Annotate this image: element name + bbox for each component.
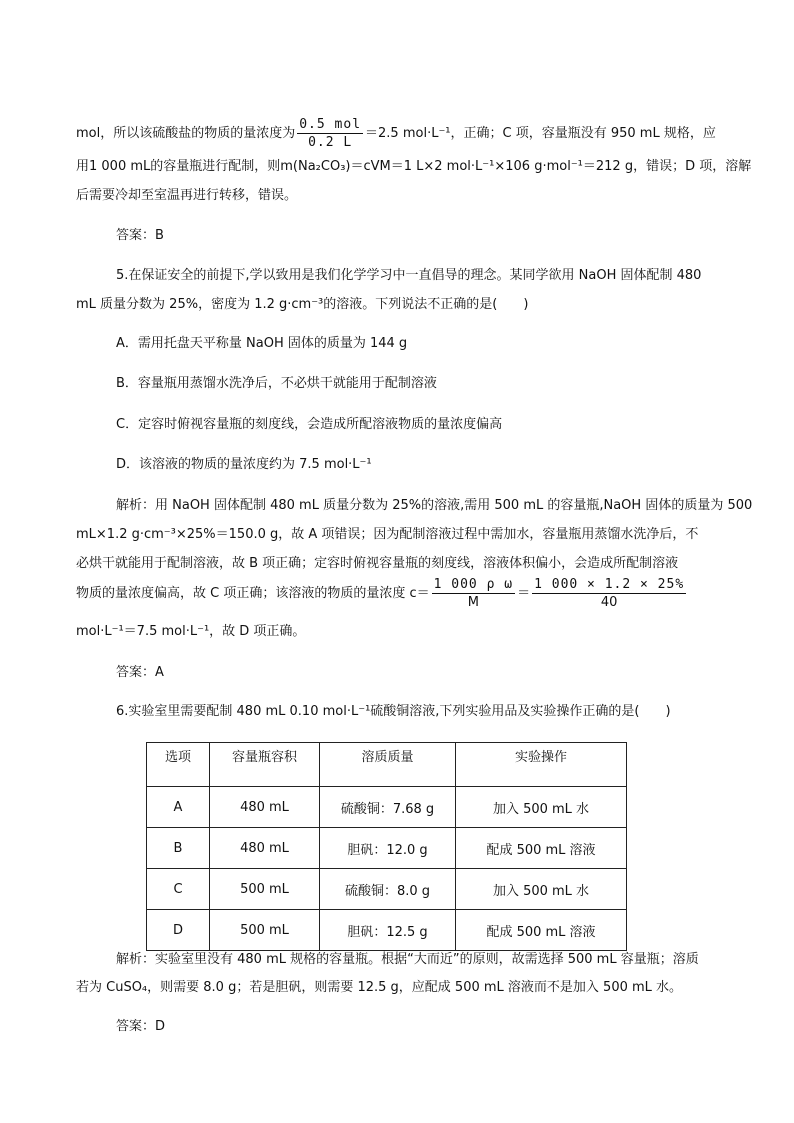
q5-option-b: B．容量瓶用蒸馏水洗净后，不必烘干就能用于配制溶液	[116, 376, 437, 391]
table-cell: 配成 500 mL 溶液	[456, 910, 627, 951]
table-cell: 加入 500 mL 水	[456, 787, 627, 828]
prev-answer: 答案：B	[116, 228, 164, 243]
table-row	[147, 910, 627, 951]
table-cell: A	[147, 787, 210, 828]
q6-answer: 答案：D	[116, 1019, 166, 1034]
q5-option-d: D．该溶液的物质的量浓度约为 7.5 mol·L⁻¹	[116, 457, 372, 472]
prev-explanation-line-1: mol，所以该硫酸盐的物质的量浓度为 $\frac{\text{0.5 mol}}{0.2 L}$ ＝2.5 mol·L⁻¹，正确；C 项，容量瓶没有 950 mL 规格，应	[76, 117, 716, 150]
prev-explanation-line-2: 用1 000 mL的容量瓶进行配制，则m(Na₂CO₃)＝cVM＝1 L×2 mol·L⁻¹×106 g·mol⁻¹＝212 g，错误；D 项，溶解	[76, 159, 752, 174]
q6-explanation-line-1: 解析：实验室里没有 480 mL 规格的容量瓶。根据“大而近”的原则，故需选择 500 mL 容量瓶；溶质	[116, 952, 699, 967]
q5-option-c: C．定容时俯视容量瓶的刻度线，会造成所配溶液物质的量浓度偏高	[116, 417, 503, 432]
q6-stem: 6.实验室里需要配制 480 mL 0.10 mol·L⁻¹硫酸铜溶液,下列实验用品及实验操作正确的是( )	[116, 704, 671, 719]
concentration-fraction: $\frac{\text{0.5 mol}}{0.2 L}$	[299, 117, 362, 150]
table-cell: 配成 500 mL 溶液	[456, 828, 627, 869]
table-row	[147, 828, 627, 869]
table-header-cell: 实验操作	[456, 743, 627, 787]
q5-stem-line-1: 5.在保证安全的前提下,学以致用是我们化学学习中一直倡导的理念。某同学欲用 NaOH 固体配制 480	[116, 268, 702, 283]
q5-answer: 答案：A	[116, 665, 164, 680]
table-cell: 500 mL	[210, 910, 320, 951]
q5-explanation-line-3: 必烘干就能用于配制溶液，故 B 项正确；定容时俯视容量瓶的刻度线，溶液体积偏小，会造成所配制溶液	[76, 556, 679, 571]
q5-explanation-line-4: 物质的量浓度偏高，故 C 项正确；该溶液的物质的量浓度 c＝ $\frac{\text{1 000 ρ ω}}{M}$ ＝ $\frac{1 000 \times 1.2 \times 25\%}{40}$	[76, 577, 685, 610]
table-row	[147, 869, 627, 910]
table-cell: 加入 500 mL 水	[456, 869, 627, 910]
prev-explanation-line-3: 后需要冷却至室温再进行转移，错误。	[76, 188, 298, 203]
table-header-row	[147, 743, 627, 787]
table-cell: 硫酸铜：8.0 g	[320, 869, 456, 910]
table-cell: 胆矾：12.0 g	[320, 828, 456, 869]
table-header-cell: 选项	[147, 743, 210, 787]
molarity-formula-fraction: $\frac{\text{1 000 ρ ω}}{M}$	[433, 577, 514, 610]
table-cell: C	[147, 869, 210, 910]
table-cell: 480 mL	[210, 787, 320, 828]
table-row	[147, 787, 627, 828]
q5-explanation-line-1: 解析：用 NaOH 固体配制 480 mL 质量分数为 25%的溶液,需用 500 mL 的容量瓶,NaOH 固体的质量为 500	[116, 498, 753, 513]
table-header-cell: 溶质质量	[320, 743, 456, 787]
q5-explanation-line-5: mol·L⁻¹＝7.5 mol·L⁻¹，故 D 项正确。	[76, 624, 306, 639]
table-cell: 胆矾：12.5 g	[320, 910, 456, 951]
q6-explanation-line-2: 若为 CuSO₄，则需要 8.0 g；若是胆矾，则需要 12.5 g，应配成 500 mL 溶液而不是加入 500 mL 水。	[76, 980, 683, 995]
table-cell: B	[147, 828, 210, 869]
q5-stem-line-2: mL 质量分数为 25%，密度为 1.2 g·cm⁻³的溶液。下列说法不正确的是( )	[76, 297, 529, 312]
q5-explanation-line-2: mL×1.2 g·cm⁻³×25%＝150.0 g，故 A 项错误；因为配制溶液过程中需加水，容量瓶用蒸馏水洗净后，不	[76, 527, 699, 542]
molarity-value-fraction: $\frac{1 000 \times 1.2 \times 25\%}{40}$	[534, 577, 685, 610]
table-header-cell: 容量瓶容积	[210, 743, 320, 787]
table-cell: 硫酸铜：7.68 g	[320, 787, 456, 828]
table-cell: 480 mL	[210, 828, 320, 869]
q6-options-table	[146, 742, 627, 951]
table-cell: 500 mL	[210, 869, 320, 910]
table-cell: D	[147, 910, 210, 951]
q5-option-a: A．需用托盘天平称量 NaOH 固体的质量为 144 g	[116, 336, 408, 351]
